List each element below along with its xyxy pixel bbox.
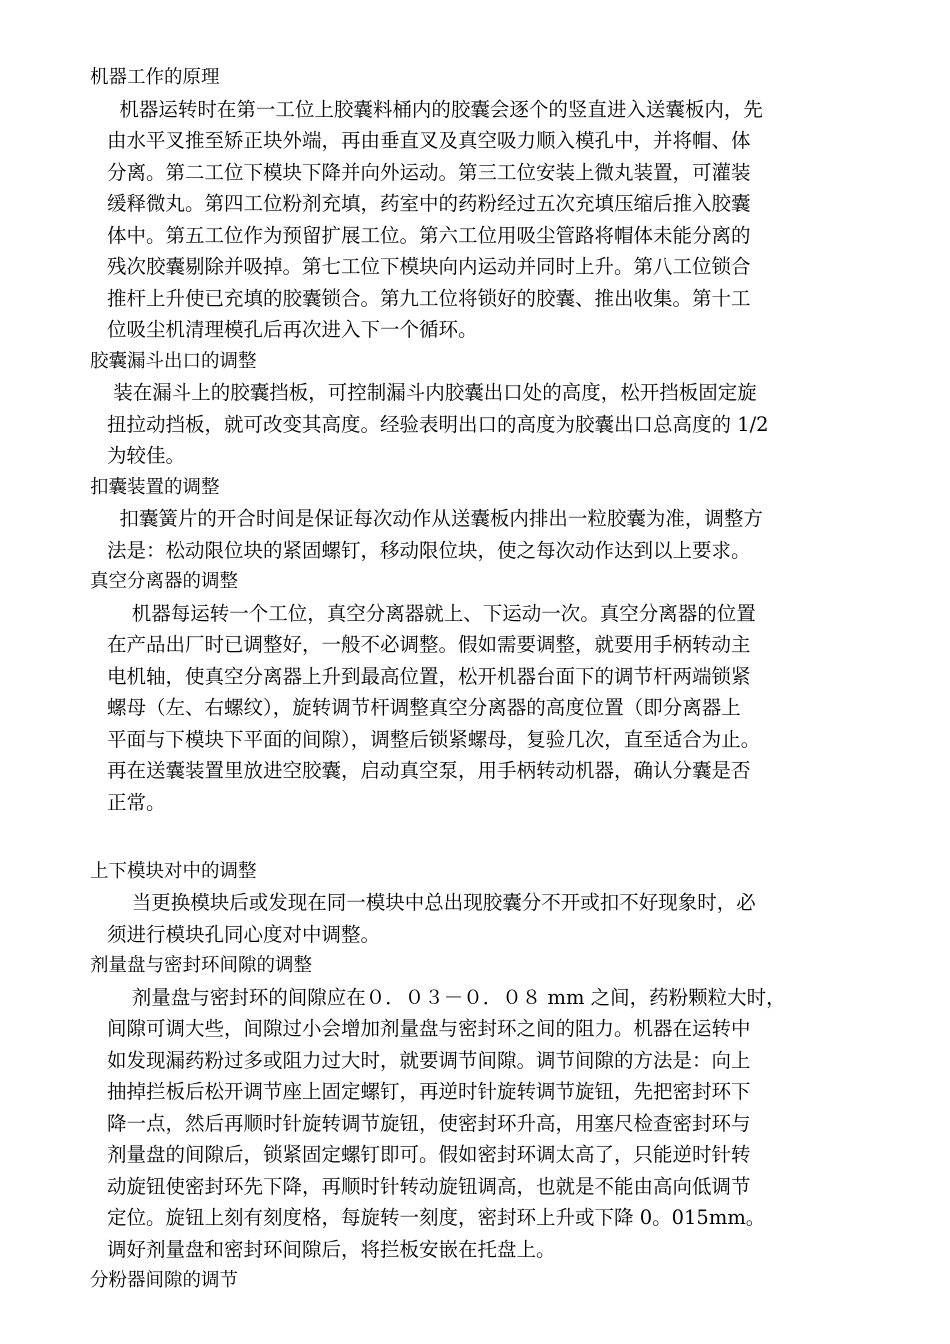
paragraph-line: 法是：松动限位块的紧固螺钉，移动限位块，使之每次动作达到以上要求。 — [107, 538, 751, 562]
paragraph-line: 如发现漏药粉过多或阻力过大时，就要调节间隙。调节间隙的方法是：向上 — [107, 1048, 751, 1072]
section-heading: 机器工作的原理 — [90, 67, 220, 88]
paragraph-line: 分离。第二工位下模块下降并向外运动。第三工位安装上微丸装置，可灌装 — [107, 160, 751, 184]
document-body — [90, 62, 880, 1297]
paragraph-line: 剂量盘与密封环的间隙应在０．０３－０．０８ mm 之间，药粉颗粒大时， — [107, 985, 786, 1009]
section-powder-distributor-gap — [90, 1265, 880, 1297]
paragraph-line: 当更换模块后或发现在同一模块中总出现胶囊分不开或扣不好现象时，必 — [107, 891, 756, 914]
paragraph-line: 推杆上升使已充填的胶囊锁合。第九工位将锁好的胶囊、推出收集。第十工 — [107, 286, 751, 310]
paragraph-line: 体中。第五工位作为预留扩展工位。第六工位用吸尘管路将帽体未能分离的 — [107, 223, 751, 247]
paragraph-line: 缓释微丸。第四工位粉剂充填，药室中的药粉经过五次充填压缩后推入胶囊 — [107, 192, 751, 215]
paragraph-line: 为较佳。 — [107, 444, 186, 467]
paragraph-line: 螺母（左、右螺纹），旋转调节杆调整真空分离器的高度位置（即分离器上 — [107, 696, 741, 719]
section-paragraph — [90, 598, 880, 819]
paragraph-line: 调好剂量盘和密封环间隙后，将拦板安嵌在托盘上。 — [107, 1237, 556, 1261]
section-module-alignment — [90, 856, 880, 951]
paragraph-line: 残次胶囊剔除并吸掉。第七工位下模块向内运动并同时上升。第八工位锁合 — [107, 255, 751, 278]
paragraph-line: 平面与下模块下平面的间隙），调整后锁紧螺母，复验几次，直至适合为止。 — [107, 727, 761, 751]
paragraph-line: 正常。 — [107, 790, 166, 814]
paragraph-line: 机器运转时在第一工位上胶囊料桶内的胶囊会逐个的竖直进入送囊板内，先 — [107, 97, 763, 121]
paragraph-line: 降一点，然后再顺时针旋转调节旋钮，使密封环升高，用塞尺检查密封环与 — [107, 1111, 751, 1135]
paragraph-line: 机器每运转一个工位，真空分离器就上、下运动一次。真空分离器的位置 — [107, 601, 756, 625]
section-machine-principle — [90, 62, 880, 346]
section-heading: 上下模块对中的调整 — [90, 860, 257, 882]
paragraph-line: 剂量盘的间隙后，锁紧固定螺钉即可。假如密封环调太高了，只能逆时针转 — [107, 1143, 751, 1166]
paragraph-line: 间隙可调大些，间隙过小会增加剂量盘与密封环之间的阻力。机器在运转中 — [107, 1017, 751, 1040]
section-paragraph — [90, 377, 880, 472]
paragraph-line: 再在送囊装置里放进空胶囊，启动真空泵，用手柄转动机器，确认分囊是否 — [107, 759, 751, 782]
paragraph-line: 抽掉拦板后松开调节座上固定螺钉，再逆时针旋转调节旋钮，先把密封环下 — [107, 1080, 751, 1103]
section-heading: 剂量盘与密封环间隙的调整 — [90, 955, 313, 976]
paragraph-line: 位吸尘机清理模孔后再次进入下一个循环。 — [107, 318, 478, 341]
section-paragraph — [90, 94, 880, 346]
section-paragraph — [90, 982, 880, 1266]
blank-line — [90, 818, 880, 850]
section-heading: 扣囊装置的调整 — [90, 476, 220, 498]
paragraph-line: 动旋钮使密封环先下降，再顺时针转动旋钮调高，也就是不能由高向低调节 — [107, 1174, 751, 1198]
paragraph-line: 定位。旋钮上刻有刻度格，每旋转一刻度，密封环上升或下降 0。015mm。 — [107, 1206, 766, 1229]
section-hopper-outlet — [90, 346, 880, 472]
paragraph-line: 由水平叉推至矫正块外端，再由垂直叉及真空吸力顺入模孔中，并将帽、体 — [107, 129, 751, 152]
section-paragraph — [90, 503, 880, 566]
section-vacuum-separator — [90, 566, 880, 856]
section-heading: 真空分离器的调整 — [90, 571, 239, 592]
section-dosing-disc-gap — [90, 950, 880, 1265]
paragraph-line: 装在漏斗上的胶囊挡板，可控制漏斗内胶囊出口处的高度，松开挡板固定旋 — [107, 381, 757, 404]
section-heading: 分粉器间隙的调节 — [90, 1270, 239, 1291]
paragraph-line: 扭拉动挡板，就可改变其高度。经验表明出口的高度为胶囊出口总高度的 1/2 — [107, 412, 769, 436]
paragraph-line: 在产品出厂时已调整好，一般不必调整。假如需要调整，就要用手柄转动主 — [107, 633, 751, 656]
section-capsule-buckle — [90, 472, 880, 567]
section-paragraph — [90, 887, 880, 950]
section-heading: 胶囊漏斗出口的调整 — [90, 350, 257, 372]
paragraph-line: 须进行模块孔同心度对中调整。 — [107, 922, 381, 946]
paragraph-line: 电机轴，使真空分离器上升到最高位置，松开机器台面下的调节杆两端锁紧 — [107, 664, 751, 688]
paragraph-line: 扣囊簧片的开合时间是保证每次动作从送囊板内排出一粒胶囊为准，调整方 — [107, 507, 763, 530]
